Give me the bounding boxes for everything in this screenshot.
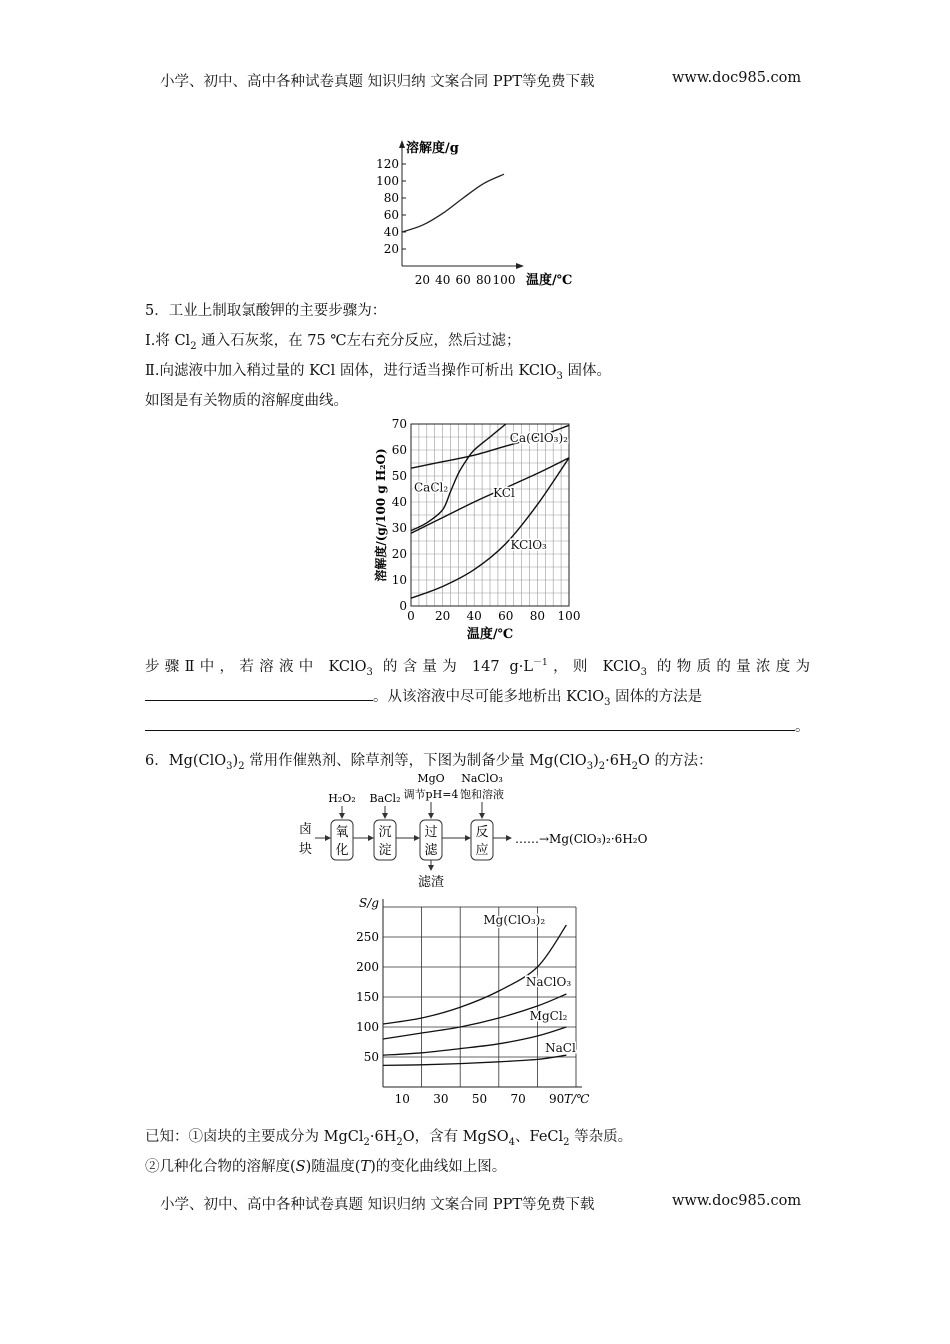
- reagent-mgo: MgO: [417, 772, 445, 785]
- reagent-naclo3: NaClO₃: [461, 772, 503, 785]
- c3-x-label: T/℃: [564, 1092, 590, 1105]
- c3-y-label: S/g: [359, 896, 379, 910]
- c3-y-tick-label: 50: [363, 1050, 379, 1064]
- c2-y-tick-label: 70: [391, 417, 407, 431]
- c1-y-tick-label: 40: [383, 225, 399, 239]
- c3-x-tick-label: 50: [471, 1092, 488, 1105]
- c3-x-tick-label: 10: [394, 1092, 410, 1105]
- flow-product: ……→Mg(ClO₃)₂·6H₂O: [515, 832, 648, 846]
- c3-y-tick-label: 100: [356, 1020, 379, 1034]
- svg-text:反: 反: [475, 825, 489, 840]
- c2-x-tick-label: 80: [529, 609, 546, 623]
- c2-x-tick-label: 40: [466, 609, 482, 623]
- c2-y-label: 溶解度/(g/100 g H₂O): [374, 448, 388, 582]
- q5-figure-intro: 如图是有关物质的溶解度曲线。: [145, 393, 348, 409]
- q5-question-line3: 。: [145, 715, 810, 736]
- footer-left: 小学、初中、高中各种试卷真题 知识归纳 文案合同 PPT等免费下载: [160, 1197, 595, 1213]
- q5-step1: Ⅰ.将 $Cl_2$ 通入石灰浆，在 75 ℃左右充分反应，然后过滤；: [145, 333, 521, 352]
- c2-label-Ca(ClO3)2: Ca(ClO₃)₂: [509, 431, 568, 446]
- q5-question-line1: 步骤Ⅱ中，若溶液中 KClO$_3$ 的含量为 147 $g\cdot L^{-1}$，则 KClO$_3$ 的物质的量浓度为: [145, 658, 811, 678]
- solubility-chart-1: [370, 130, 600, 290]
- flow-start-top: 卤: [299, 822, 313, 837]
- c2-y-tick-label: 60: [391, 443, 407, 457]
- c1-x-tick-label: 80: [475, 273, 492, 287]
- svg-text:氧: 氧: [335, 825, 349, 840]
- c2-x-tick-label: 60: [498, 609, 514, 623]
- c1-x-tick-label: 100: [492, 273, 516, 287]
- footer-right: www.doc985.com: [672, 1193, 802, 1209]
- c3-label-MgCl2: MgCl₂: [529, 1008, 568, 1023]
- svg-text:滤: 滤: [424, 843, 438, 858]
- c2-label-KClO3: KClO₃: [510, 537, 547, 552]
- c2-x-label: 温度/℃: [466, 627, 514, 642]
- c3-label-Mg(ClO3)2: Mg(ClO₃)₂: [483, 912, 546, 927]
- q5-question-line2: 。从该溶液中尽可能多地析出 KClO$_3$ 固体的方法是: [145, 685, 810, 708]
- c2-y-tick-label: 40: [391, 495, 407, 509]
- q6-stem: 6．$Mg(ClO_3)_2$ 常用作催熟剂、除草剂等，下图为制备少量 $Mg(ClO_3)_2\cdot 6H_2O$ 的方法：: [145, 753, 713, 772]
- svg-text:淀: 淀: [378, 843, 392, 858]
- solubility-chart-3: [345, 895, 595, 1105]
- c1-y-tick-label: 80: [383, 191, 399, 205]
- q6-known-2: ②几种化合物的溶解度(S)随温度(T)的变化曲线如上图。: [145, 1159, 507, 1175]
- c1-y-tick-label: 20: [383, 242, 399, 256]
- flow-byproduct: 滤渣: [417, 875, 445, 890]
- c1-x-tick-label: 40: [435, 273, 451, 287]
- svg-text:化: 化: [335, 843, 349, 858]
- c2-y-tick-label: 10: [391, 573, 407, 587]
- c2-x-tick-label: 100: [557, 609, 581, 623]
- c1-x-label: 温度/℃: [526, 273, 573, 288]
- c2-y-tick-label: 50: [391, 469, 407, 483]
- c1-y-tick-label: 120: [376, 157, 399, 171]
- c1-y-arrow: [399, 140, 405, 148]
- c2-y-tick-label: 30: [391, 521, 407, 535]
- c2-x-tick-label: 20: [434, 609, 451, 623]
- reagent-ph: 调节pH=4: [403, 788, 459, 801]
- c3-x-tick-label: 30: [433, 1092, 449, 1105]
- answer-blank-2[interactable]: [145, 716, 795, 731]
- answer-blank-1[interactable]: [145, 686, 373, 701]
- solubility-chart-2: [365, 412, 595, 642]
- c1-x-tick-label: 60: [455, 273, 471, 287]
- c3-y-tick-label: 250: [356, 930, 379, 944]
- c1-y-tick-label: 60: [383, 208, 399, 222]
- c3-y-tick-label: 200: [356, 960, 379, 974]
- c2-label-KCl: KCl: [493, 485, 515, 500]
- c2-x-tick-label: 0: [407, 609, 415, 623]
- c3-x-tick-label: 70: [510, 1092, 526, 1105]
- flow-start-bottom: 块: [299, 842, 313, 857]
- c3-series-MgCl2: [383, 1027, 566, 1055]
- reagent-h2o2: H₂O₂: [328, 792, 356, 805]
- c1-y-tick-label: 100: [376, 174, 399, 188]
- process-flowchart: [285, 770, 675, 895]
- header-right: www.doc985.com: [672, 70, 802, 86]
- reagent-saturated: 饱和溶液: [460, 788, 504, 801]
- q5-stem: 5．工业上制取氯酸钾的主要步骤为：: [145, 303, 387, 319]
- q5-step2: Ⅱ.向滤液中加入稍过量的 KCl 固体，进行适当操作可析出 KClO$_3$ 固体。: [145, 363, 612, 382]
- c1-x-tick-label: 20: [414, 273, 431, 287]
- c1-series-curve: [402, 174, 504, 232]
- svg-text:应: 应: [475, 843, 489, 858]
- c1-y-label: 溶解度/g: [406, 141, 459, 156]
- header-left: 小学、初中、高中各种试卷真题 知识归纳 文案合同 PPT等免费下载: [160, 74, 595, 90]
- c3-label-NaCl: NaCl: [545, 1041, 576, 1056]
- c1-x-arrow: [516, 263, 524, 269]
- svg-text:过: 过: [424, 825, 438, 840]
- q6-known-1: 已知：①卤块的主要成分为 $MgCl_2\cdot 6H_2O$，含有 MgSO$_4$、FeCl$_2$ 等杂质。: [145, 1129, 633, 1148]
- c3-label-NaClO3: NaClO₃: [525, 975, 572, 990]
- svg-text:沉: 沉: [378, 825, 392, 840]
- c2-label-CaCl2: CaCl₂: [414, 480, 449, 495]
- c2-y-tick-label: 0: [399, 599, 407, 613]
- c2-y-tick-label: 20: [391, 547, 407, 561]
- c3-x-tick-label: 90: [549, 1092, 565, 1105]
- c3-y-tick-label: 150: [356, 990, 379, 1004]
- reagent-bacl2: BaCl₂: [369, 792, 401, 805]
